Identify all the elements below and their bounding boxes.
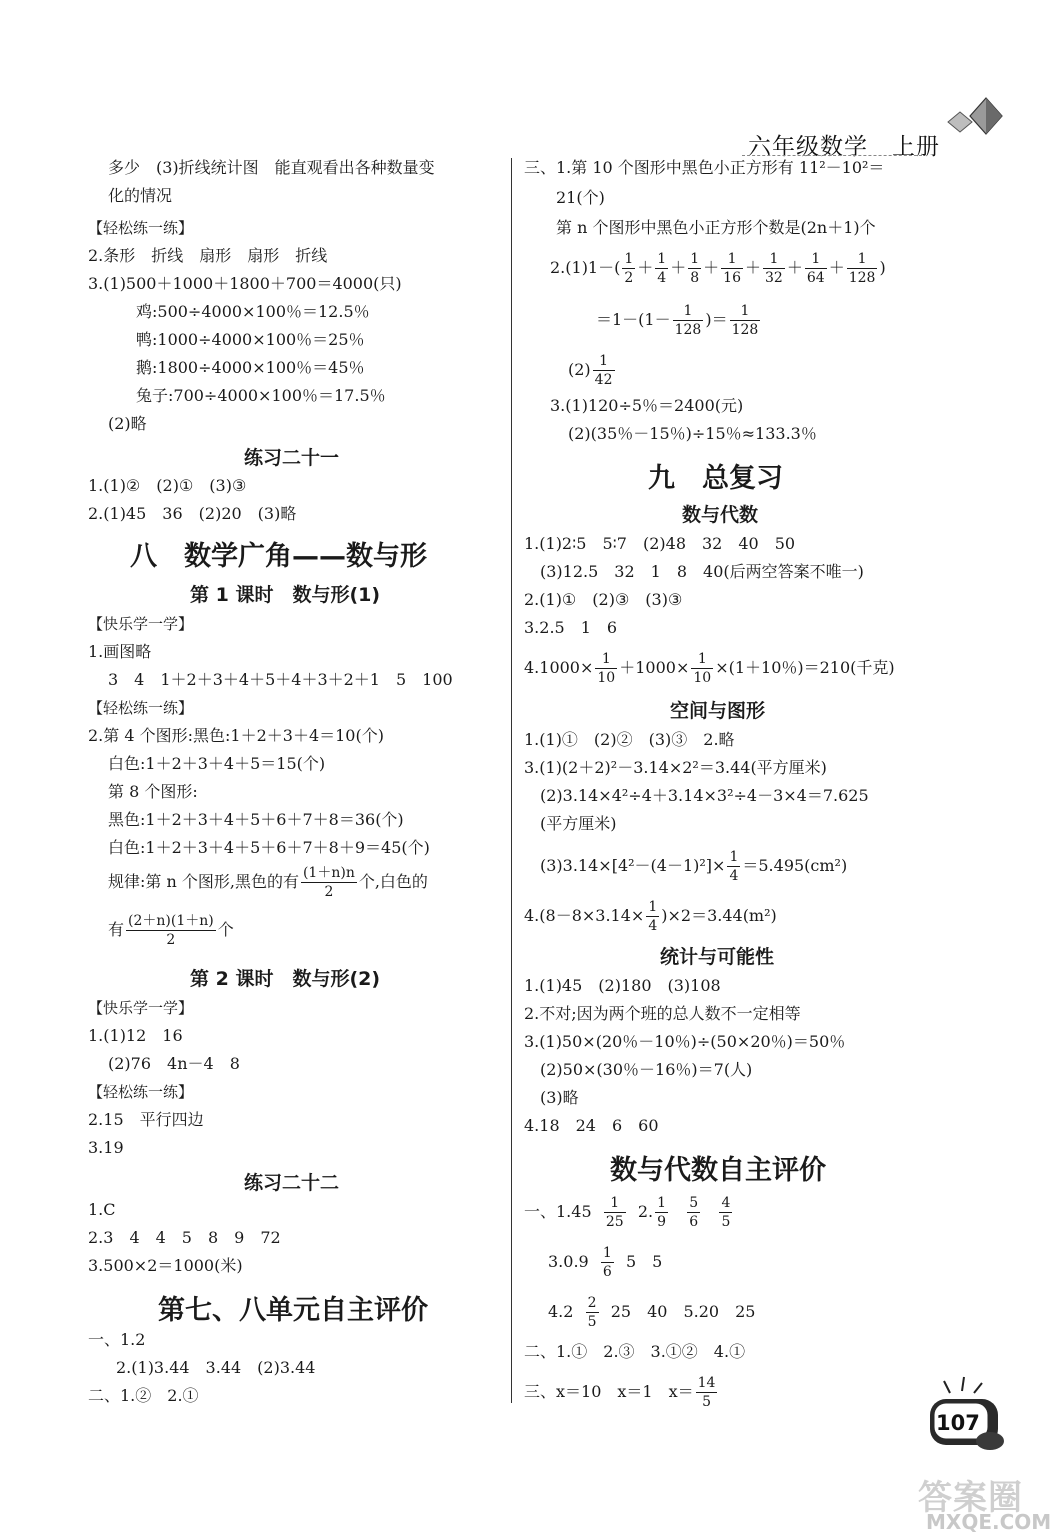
answer-text: 规律:第 n 个图形,黑色的有	[108, 872, 299, 891]
answer-line	[548, 1246, 662, 1279]
denominator: 2	[624, 270, 634, 286]
answer-line	[524, 1376, 719, 1409]
fraction	[655, 1196, 668, 1229]
answer-line	[568, 354, 617, 387]
answer-line: 一、1.2	[88, 1330, 146, 1349]
numerator: 1	[657, 251, 667, 267]
numerator: 1	[593, 354, 615, 371]
answer-text: ×(1＋10％)＝210(千克)	[715, 658, 895, 677]
numerator: 1	[624, 251, 634, 267]
answer-line: 1.画图略	[88, 642, 152, 661]
answer-line: 21(个)	[556, 188, 605, 207]
fraction	[604, 1196, 626, 1229]
denominator: 8	[690, 270, 700, 286]
section-bracket: 【轻松练一练】	[88, 219, 194, 237]
answer-line: 二、1.① 2.③ 3.①② 4.①	[524, 1342, 746, 1361]
answer-text: 三、x＝10 x＝1 x＝	[524, 1382, 694, 1401]
page-header	[0, 0, 1060, 170]
answer-line: 3.(1)120÷5％＝2400(元)	[550, 396, 744, 415]
section-title: 练习二十二	[244, 1172, 340, 1194]
answer-line: 1.(1)12 16	[88, 1026, 183, 1045]
chapter-title: 第七、八单元自主评价	[158, 1295, 428, 1326]
answer-line: 1.C	[88, 1200, 116, 1219]
answer-line: (2)略	[108, 414, 147, 433]
denominator: 6	[689, 1214, 699, 1230]
answer-text: 2.(1)1－(	[550, 258, 621, 277]
answer-line: 3 4 1＋2＋3＋4＋5＋4＋3＋2＋1 5 100	[108, 670, 453, 689]
denominator: 128	[848, 270, 876, 286]
answer-line: 1.(1)2∶5 5∶7 (2)48 32 40 50	[524, 534, 796, 553]
fraction	[721, 252, 743, 285]
fraction	[593, 354, 615, 387]
answer-text: 有	[108, 920, 125, 939]
answer-line	[108, 914, 234, 947]
denominator: 5	[721, 1214, 731, 1230]
answer-line: 4.18 24 6 60	[524, 1116, 659, 1135]
fraction	[126, 914, 216, 947]
answer-line: 2.3 4 4 5 8 9 72	[88, 1228, 281, 1247]
answer-line: 3.2.5 1 6	[524, 618, 618, 637]
lesson-title: 第 1 课时 数与形(1)	[190, 584, 381, 606]
numerator: 1	[730, 304, 761, 321]
answer-text: ＝1－(1－	[596, 310, 671, 329]
denominator: 10	[693, 670, 712, 686]
denominator: 6	[602, 1264, 612, 1280]
answer-line	[550, 252, 886, 285]
answer-line: (平方厘米)	[540, 814, 617, 833]
answer-text: )×2＝3.44(m²)	[661, 906, 777, 925]
fraction	[646, 900, 659, 933]
section-title: 统计与可能性	[660, 946, 775, 968]
numerator: 1	[595, 652, 617, 669]
answer-line: 多少 (3)折线统计图 能直观看出各种数量变	[108, 158, 435, 177]
answer-text: (2)	[568, 360, 591, 379]
numerator: (2＋n)(1＋n)	[128, 913, 214, 929]
answer-line	[548, 1296, 755, 1329]
answer-text: ＋1000×	[619, 658, 690, 677]
fraction	[730, 304, 761, 337]
fraction	[595, 652, 617, 685]
answer-line: 兔子:700÷4000×100％＝17.5％	[136, 386, 386, 405]
section-title: 空间与图形	[670, 700, 766, 722]
numerator: 1	[673, 304, 704, 321]
answer-line: 1.(1)② (2)① (3)③	[88, 476, 247, 495]
book-title: 六年级数学 上册	[748, 134, 940, 160]
numerator: 1	[602, 1245, 612, 1261]
answer-line: (2)76 4n－4 8	[108, 1054, 240, 1073]
denominator: 128	[674, 322, 702, 338]
denominator: 4	[648, 918, 658, 934]
denominator: 2	[166, 932, 176, 948]
fraction	[601, 1246, 614, 1279]
denominator: 32	[765, 270, 783, 286]
answer-text: )	[879, 258, 886, 277]
numerator: 14	[697, 1375, 716, 1391]
plus-sign: ＋	[786, 258, 803, 277]
chapter-title: 数与代数自主评价	[610, 1155, 826, 1186]
numerator: 4	[721, 1195, 731, 1211]
watermark-text: 答案圈	[918, 1478, 1023, 1518]
fraction	[763, 252, 785, 285]
answer-text: 4.2	[548, 1302, 574, 1321]
answer-text: 25 40 5.20 25	[610, 1302, 756, 1321]
numerator: 1	[847, 252, 878, 269]
answer-line: 3.(1)(2＋2)²－3.14×2²＝3.44(平方厘米)	[524, 758, 827, 777]
fraction	[696, 1376, 718, 1409]
answer-line: 1.(1)① (2)② (3)③ 2.略	[524, 730, 735, 749]
answer-line: 2.15 平行四边	[88, 1110, 204, 1129]
denominator: 128	[731, 322, 759, 338]
plus-sign: ＋	[828, 258, 845, 277]
numerator: 1	[690, 251, 700, 267]
answer-line: 2.不对;因为两个班的总人数不一定相等	[524, 1004, 801, 1023]
plus-sign: ＋	[703, 258, 720, 277]
numerator: 1	[763, 252, 785, 269]
answer-line: 鹅:1800÷4000×100％＝45％	[136, 358, 365, 377]
numerator: 1	[657, 1195, 666, 1211]
denominator: 4	[729, 868, 739, 884]
answer-line: (2)(35％－15％)÷15％≈133.3％	[568, 424, 817, 443]
answer-line: 白色:1＋2＋3＋4＋5＋6＋7＋8＋9＝45(个)	[108, 838, 430, 857]
numerator: 1	[805, 252, 827, 269]
denominator: 25	[605, 1214, 624, 1230]
answer-text: )＝	[705, 310, 728, 329]
answer-line: 二、1.② 2.①	[88, 1386, 199, 1405]
plus-sign: ＋	[670, 258, 687, 277]
answer-line: 2.条形 折线 扇形 扇形 折线	[88, 246, 328, 265]
numerator: 1	[648, 899, 658, 915]
chapter-title: 九 总复习	[648, 463, 783, 494]
answer-line	[524, 1196, 734, 1229]
section-title: 练习二十一	[244, 447, 340, 469]
fraction	[805, 252, 827, 285]
answer-line: 鸭:1000÷4000×100％＝25％	[136, 330, 365, 349]
fraction	[586, 1296, 599, 1329]
fraction	[687, 1196, 700, 1229]
answer-line: 第 8 个图形:	[108, 782, 198, 801]
column-divider	[511, 158, 512, 1403]
denominator: 2	[324, 884, 334, 900]
fraction	[719, 1196, 732, 1229]
numerator: 1	[691, 652, 713, 669]
fraction	[655, 252, 668, 285]
section-bracket: 【轻松练一练】	[88, 699, 194, 717]
numerator: 5	[689, 1195, 699, 1211]
answer-line: 鸡:500÷4000×100％＝12.5％	[136, 302, 370, 321]
fraction	[301, 866, 357, 899]
numerator: 1	[729, 849, 739, 865]
plus-sign: ＋	[637, 258, 654, 277]
answer-line	[596, 304, 762, 337]
watermark-url: MXQE.COM	[926, 1510, 1052, 1534]
answer-line: 1.(1)45 (2)180 (3)108	[524, 976, 721, 995]
answer-text: 一、1.45	[524, 1202, 592, 1221]
denominator: 42	[594, 372, 613, 388]
answer-text: ＝5.495(cm²)	[742, 856, 848, 875]
fraction	[673, 304, 704, 337]
answer-line: 3.(1)500＋1000＋1800＋700＝4000(只)	[88, 274, 402, 293]
fraction	[727, 850, 740, 883]
section-bracket: 【轻松练一练】	[88, 1083, 194, 1101]
answer-text: 个	[217, 920, 234, 939]
answer-text: 3.0.9	[548, 1252, 589, 1271]
denominator: 5	[702, 1394, 711, 1410]
numerator: 1	[721, 252, 743, 269]
denominator: 16	[723, 270, 741, 286]
answer-line	[524, 900, 777, 933]
lesson-title: 第 2 课时 数与形(2)	[190, 968, 381, 990]
answer-line: 2.第 4 个图形:黑色:1＋2＋3＋4＝10(个)	[88, 726, 384, 745]
answer-text: 5 5	[625, 1252, 663, 1271]
answer-text: 个,白色的	[358, 872, 428, 891]
denominator: 64	[806, 270, 825, 286]
answer-line: 3.19	[88, 1138, 124, 1157]
answer-line: (3)略	[540, 1088, 579, 1107]
answer-text: 4.1000×	[524, 658, 594, 677]
answer-text: (3)3.14×[4²－(4－1)²]×	[540, 856, 726, 875]
answer-line: 三、1.第 10 个图形中黑色小正方形有 11²－10²＝	[524, 158, 885, 177]
answer-line: (2)50×(30％－16％)＝7(人)	[540, 1060, 753, 1079]
answer-line: 2.(1)① (2)③ (3)③	[524, 590, 683, 609]
answer-line: 3.500×2＝1000(米)	[88, 1256, 243, 1275]
answer-line	[108, 866, 428, 899]
answer-line: 2.(1)45 36 (2)20 (3)略	[88, 504, 297, 523]
answer-line: 第 n 个图形中黑色小正方形个数是(2n＋1)个	[556, 218, 876, 237]
fraction	[691, 652, 713, 685]
answer-line	[540, 850, 847, 883]
answer-line: (2)3.14×4²÷4＋3.14×3²÷4－3×4＝7.625	[540, 786, 869, 805]
denominator: 4	[657, 270, 667, 286]
answer-line: 黑色:1＋2＋3＋4＋5＋6＋7＋8＝36(个)	[108, 810, 404, 829]
section-bracket: 【快乐学一学】	[88, 999, 194, 1017]
answer-text: 4.(8－8×3.14×	[524, 906, 645, 925]
answer-line: 3.(1)50×(20％－10％)÷(50×20％)＝50％	[524, 1032, 846, 1051]
diamond-decoration-icon	[930, 86, 1020, 146]
denominator: 5	[587, 1314, 597, 1330]
denominator: 9	[657, 1214, 666, 1230]
chapter-title: 八 数学广角——数与形	[130, 541, 427, 572]
numerator: 2	[587, 1295, 597, 1311]
section-title: 数与代数	[682, 504, 759, 526]
fraction	[847, 252, 878, 285]
answer-line: 白色:1＋2＋3＋4＋5＝15(个)	[108, 754, 326, 773]
answer-line	[524, 652, 895, 685]
numerator: (1＋n)n	[302, 865, 355, 881]
denominator: 10	[597, 670, 616, 686]
plus-sign: ＋	[745, 258, 762, 277]
section-bracket: 【快乐学一学】	[88, 615, 194, 633]
numerator: 1	[604, 1196, 626, 1213]
page-number: 107	[936, 1411, 980, 1435]
fraction	[622, 252, 635, 285]
answer-line: (3)12.5 32 1 8 40(后两空答案不唯一)	[540, 562, 864, 581]
answer-line: 2.(1)3.44 3.44 (2)3.44	[116, 1358, 316, 1377]
fraction	[688, 252, 701, 285]
answer-line: 化的情况	[108, 186, 173, 205]
header-underline	[742, 155, 922, 156]
answer-text: 2.	[637, 1202, 654, 1221]
